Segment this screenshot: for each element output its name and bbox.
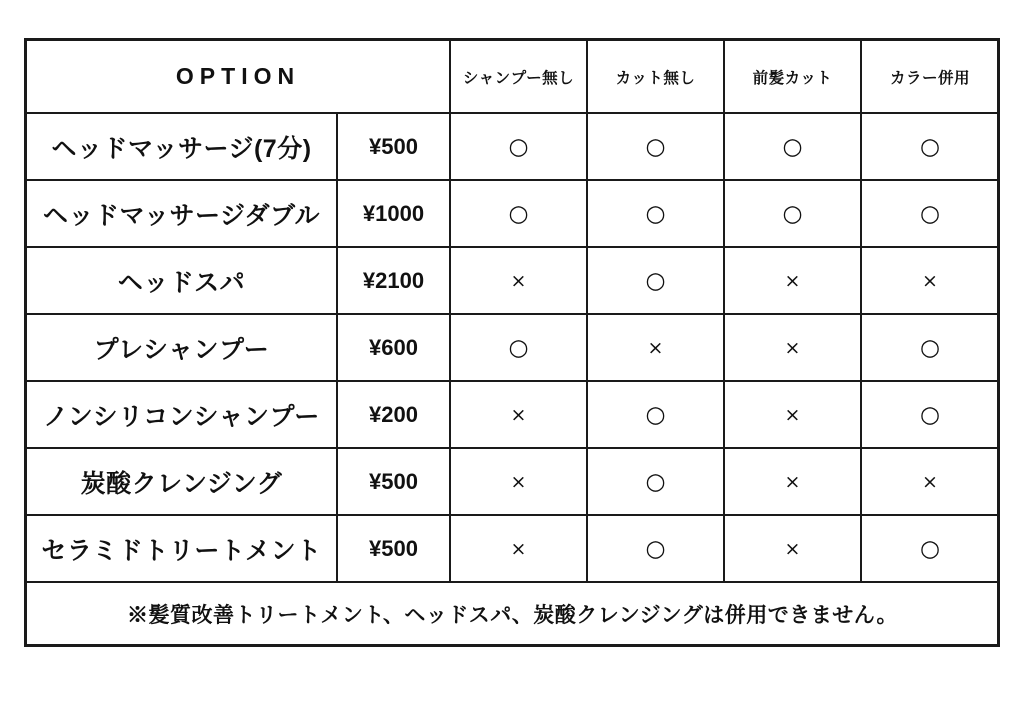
- option-name: プレシャンプー: [27, 314, 337, 381]
- table-row: [27, 247, 998, 314]
- table-row: [27, 448, 998, 515]
- availability-mark: ×: [724, 247, 861, 314]
- availability-mark: ×: [450, 448, 587, 515]
- availability-mark: ×: [724, 381, 861, 448]
- availability-mark: ×: [861, 448, 998, 515]
- availability-mark: ×: [724, 448, 861, 515]
- option-table-frame: [24, 38, 1000, 647]
- option-price: ¥2100: [337, 247, 450, 314]
- option-price: ¥1000: [337, 180, 450, 247]
- availability-mark: ×: [724, 515, 861, 582]
- availability-mark: ×: [861, 247, 998, 314]
- availability-mark: ×: [724, 314, 861, 381]
- option-table: [27, 41, 998, 644]
- option-price: ¥500: [337, 515, 450, 582]
- availability-mark: ○: [587, 113, 724, 180]
- option-price: ¥500: [337, 448, 450, 515]
- option-name: 炭酸クレンジング: [27, 448, 337, 515]
- option-name: ヘッドマッサージ(7分): [27, 113, 337, 180]
- availability-mark: ○: [587, 247, 724, 314]
- table-title: OPTION: [27, 41, 450, 113]
- column-header-no-cut: カット無し: [587, 41, 724, 113]
- table-row: [27, 314, 998, 381]
- availability-mark: ○: [861, 515, 998, 582]
- availability-mark: ×: [450, 515, 587, 582]
- option-price: ¥200: [337, 381, 450, 448]
- availability-mark: ○: [861, 381, 998, 448]
- availability-mark: ×: [450, 247, 587, 314]
- table-row: [27, 180, 998, 247]
- table-note-row: [27, 582, 998, 644]
- availability-mark: ○: [450, 314, 587, 381]
- footnote: ※髪質改善トリートメント、ヘッドスパ、炭酸クレンジングは併用できません。: [27, 582, 998, 644]
- availability-mark: ×: [450, 381, 587, 448]
- availability-mark: ×: [587, 314, 724, 381]
- option-name: ノンシリコンシャンプー: [27, 381, 337, 448]
- option-price: ¥500: [337, 113, 450, 180]
- option-name: ヘッドマッサージダブル: [27, 180, 337, 247]
- table-row: [27, 113, 998, 180]
- table-row: [27, 381, 998, 448]
- availability-mark: ○: [587, 515, 724, 582]
- column-header-no-shampoo: シャンプー無し: [450, 41, 587, 113]
- table-row: [27, 515, 998, 582]
- column-header-bangs-cut: 前髪カット: [724, 41, 861, 113]
- availability-mark: ○: [450, 113, 587, 180]
- column-header-with-color: カラー併用: [861, 41, 998, 113]
- option-price: ¥600: [337, 314, 450, 381]
- availability-mark: ○: [587, 381, 724, 448]
- option-name: セラミドトリートメント: [27, 515, 337, 582]
- availability-mark: ○: [724, 113, 861, 180]
- option-name: ヘッドスパ: [27, 247, 337, 314]
- availability-mark: ○: [861, 113, 998, 180]
- availability-mark: ○: [587, 448, 724, 515]
- availability-mark: ○: [450, 180, 587, 247]
- availability-mark: ○: [861, 314, 998, 381]
- availability-mark: ○: [724, 180, 861, 247]
- table-header-row: [27, 41, 998, 113]
- availability-mark: ○: [861, 180, 998, 247]
- availability-mark: ○: [587, 180, 724, 247]
